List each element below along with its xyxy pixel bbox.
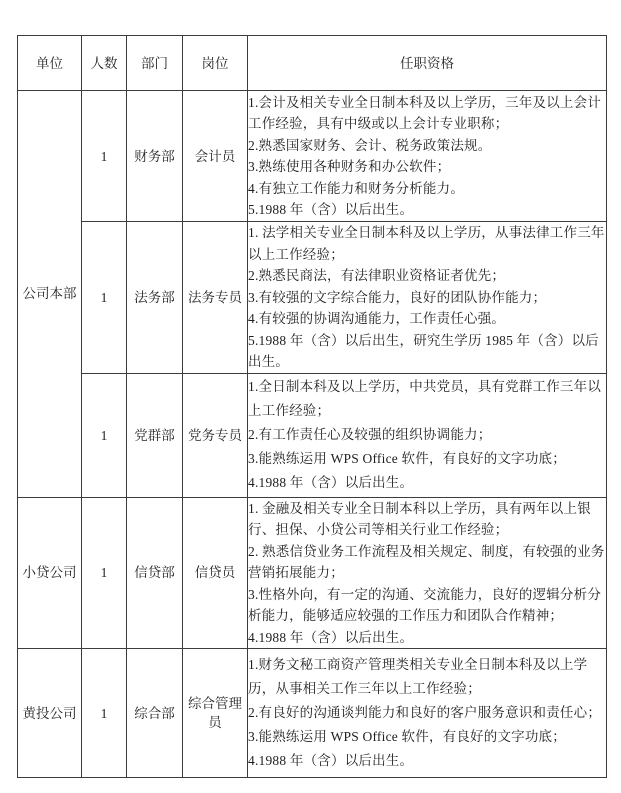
- qualification-line: 4.有独立工作能力和财务分析能力。: [248, 180, 465, 196]
- qualification-line: 2.有良好的沟通谈判能力和良好的客户服务意识和责任心；: [248, 705, 602, 720]
- qualification-line: 4.1988 年（含）以后出生。: [248, 475, 414, 490]
- dept-cell: 信贷部: [127, 497, 183, 649]
- dept-cell: 法务部: [127, 222, 183, 374]
- count-cell: 1: [82, 497, 127, 649]
- dept-cell: 党群部: [127, 373, 183, 497]
- dept-cell: 财务部: [127, 91, 183, 222]
- qualification-line: 1. 金融及相关专业全日制本科以上学历，具有两年以上银行、担保、小贷公司等相关行业工作经验；: [248, 500, 591, 537]
- qualification-line: 2.熟悉国家财务、会计、税务政策法规。: [248, 137, 492, 153]
- qualification-line: 3.能熟练运用 WPS Office 软件，有良好的文字功底；: [248, 451, 566, 466]
- dept-cell: 综合部: [127, 649, 183, 778]
- count-cell: 1: [82, 373, 127, 497]
- post-cell: 综合管理员: [183, 649, 248, 778]
- header-count: 人数: [82, 36, 127, 91]
- qualification-line: 2.熟悉民商法，有法律职业资格证者优先；: [248, 268, 506, 283]
- header-post: 岗位: [183, 36, 248, 91]
- post-cell: 法务专员: [183, 222, 248, 374]
- table-row-accountant: [18, 91, 607, 222]
- qualification-line: 4.1988 年（含）以后出生。: [248, 629, 414, 645]
- qualifications-cell: [248, 373, 607, 497]
- qualification-line: 1.财务文秘工商资产管理类相关专业全日制本科及以上学历，从事相关工作三年以上工作经验；: [248, 657, 588, 696]
- qualifications-cell: [248, 649, 607, 778]
- count-cell: 1: [82, 649, 127, 778]
- table-row-legal: [18, 222, 607, 374]
- count-cell: 1: [82, 222, 127, 374]
- qualification-line: 3.有较强的文字综合能力，良好的团队协作能力；: [248, 289, 547, 305]
- qualification-line: 4.1988 年（含）以后出生。: [248, 753, 414, 768]
- unit-cell-hq: 公司本部: [18, 91, 82, 498]
- qualification-line: 3.能熟练运用 WPS Office 软件，有良好的文字功底；: [248, 729, 566, 744]
- qualification-line: 5.1988 年（含）以后出生。: [248, 202, 414, 217]
- qualification-line: 4.有较强的协调沟通能力，工作责任心强。: [248, 311, 506, 326]
- unit-cell-microloan: 小贷公司: [18, 497, 82, 649]
- post-cell: 会计员: [183, 91, 248, 222]
- qualifications-cell: [248, 222, 607, 374]
- post-cell: 信贷员: [183, 497, 248, 649]
- qualification-line: 3.性格外向，有一定的沟通、交流能力，良好的逻辑分析分析能力，能够适应较强的工作压力和团队合作精神；: [248, 586, 602, 623]
- qualification-line: 2.有工作责任心及较强的组织协调能力；: [248, 427, 492, 442]
- table-row-credit: [18, 497, 607, 649]
- qualification-line: 1. 法学相关专业全日制本科及以上学历，从事法律工作三年以上工作经验；: [248, 225, 605, 262]
- qualification-line: 2. 熟悉信贷业务工作流程及相关规定、制度，有较强的业务营销拓展能力；: [248, 543, 605, 580]
- qualifications-cell: [248, 91, 607, 222]
- recruitment-table: [17, 35, 607, 778]
- count-cell: 1: [82, 91, 127, 222]
- header-unit: 单位: [18, 36, 82, 91]
- post-cell: 党务专员: [183, 373, 248, 497]
- table-header-row: [18, 36, 607, 91]
- header-dept: 部门: [127, 36, 183, 91]
- qualification-line: 1.会计及相关专业全日制本科及以上学历，三年及以上会计工作经验，具有中级或以上会计专业职称；: [248, 94, 602, 131]
- table-row-party: [18, 373, 607, 497]
- header-qualifications: 任职资格: [248, 36, 607, 91]
- table-row-admin: [18, 649, 607, 778]
- qualification-line: 1.全日制本科及以上学历，中共党员，具有党群工作三年以上工作经验；: [248, 379, 602, 418]
- qualification-line: 5.1988 年（含）以后出生，研究生学历 1985 年（含）以后出生。: [248, 332, 599, 369]
- qualification-line: 3.熟练使用各种财务和办公软件；: [248, 159, 451, 174]
- qualifications-cell: [248, 497, 607, 649]
- unit-cell-huangtou: 黄投公司: [18, 649, 82, 778]
